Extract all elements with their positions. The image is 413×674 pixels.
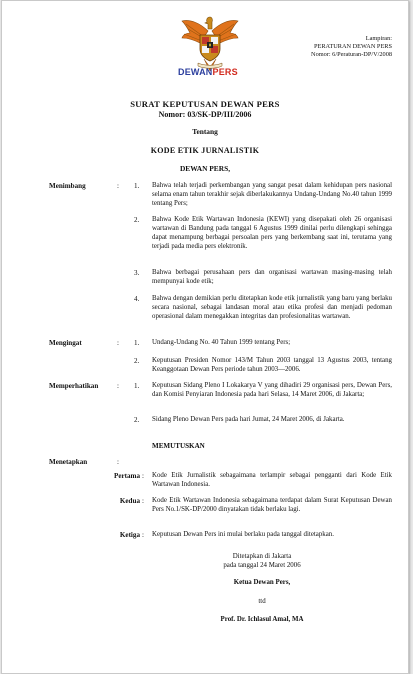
document-page (1, 0, 409, 674)
mengingat-label: Mengingat (49, 339, 82, 347)
document-subject: KODE ETIK JURNALISTIK (150, 146, 260, 155)
document-title: SURAT KEPUTUSAN DEWAN PERS (130, 99, 280, 109)
memperhatikan-item-text: Sidang Pleno Dewan Pers pada hari Jumat, 24 Maret 2006, di Jakarta. (152, 416, 345, 423)
memperhatikan-item-number: 1. (134, 382, 140, 390)
lampiran-line: Lampiran: (365, 35, 392, 42)
mengingat-item-text: Undang-Undang No. 40 Tahun 1999 tentang Pers; (152, 339, 291, 346)
menimbang-item-text: Bahwa dengan demikian perlu ditetapkan kode etik jurnalistik yang baru yang berlaku secara nasional, sebagai landasan moral atau etika profesi dan menjadi pedoman operasional dalam menegakkan integritas dan profesionalitas wartawan. (152, 295, 392, 320)
brand-logo-text: DEWANPERS (178, 67, 238, 77)
memperhatikan-item-text: Keputusan Sidang Pleno I Lokakarya V yang dihadiri 29 organisasi pers, Dewan Pers, dan Komisi Penyiaran Indonesia pada hari Selasa, 14 Maret 2006, di Jakarta; (152, 382, 392, 398)
menimbang-colon: : (117, 182, 119, 190)
menimbang-item-number: 1. (134, 182, 140, 190)
lampiran-line: Nomor: 6/Peraturan-DP/V/2008 (311, 51, 392, 58)
mengingat-colon: : (117, 339, 119, 347)
menimbang-item-text: Bahwa berbagai perusahaan pers dan organisasi wartawan masing-masing telah mempunyai kode etik; (152, 269, 392, 285)
menimbang-item-text: Bahwa Kode Etik Wartawan Indonesia (KEWI) yang disepakati oleh 26 organisasi wartawan di Bandung pada tanggal 6 Agustus 1999 dinilai perlu dilengkapi sehingga dapat menampung berbagai persoalan pers yang berkembang saat ini, terutama yang terjadi pada media pers elektronik. (152, 216, 392, 250)
document-number: Nomor: 03/SK-DP/III/2006 (158, 110, 252, 119)
decision-colon: : (142, 472, 144, 480)
menimbang-item-text: Bahwa telah terjadi perkembangan yang sangat pesat dalam kehidupan pers nasional selama enam tahun terakhir sejak diberlakukannya Undang-Undang No.40 tahun 1999 tentang Pers; (152, 182, 392, 207)
menimbang-item-number: 2. (134, 216, 140, 224)
menetapkan-label: Menetapkan (49, 458, 88, 466)
decision-label: Ketiga (119, 531, 140, 539)
memperhatikan-item-number: 2. (134, 416, 140, 424)
menetapkan-colon: : (117, 458, 119, 466)
decision-colon: : (142, 531, 144, 539)
decision-text: Kode Etik Jurnalistik sebagaimana terlampir sebagai pengganti dari Kode Etik Wartawan Indonesia. (152, 472, 392, 488)
menimbang-item-number: 3. (134, 269, 140, 277)
issuer-heading: DEWAN PERS, (179, 164, 231, 173)
decision-label: Pertama (114, 472, 140, 480)
mengingat-item-text: Keputusan Presiden Nomor 143/M Tahun 2003 tanggal 13 Agustus 2003, tentang Keanggotaan Dewan Pers periode tahun 2003—2006. (152, 357, 392, 373)
menimbang-item-number: 4. (134, 295, 140, 303)
signature-ttd: ttd (258, 598, 266, 605)
tentang-label: Tentang (192, 127, 218, 136)
signature-date: pada tanggal 24 Maret 2006 (223, 562, 301, 569)
signature-role: Ketua Dewan Pers, (233, 579, 291, 586)
decision-text: Keputusan Dewan Pers ini mulai berlaku pada tanggal ditetapkan. (152, 531, 334, 538)
memperhatikan-colon: : (117, 382, 119, 390)
decision-colon: : (142, 497, 144, 505)
memperhatikan-label: Memperhatikan (49, 382, 99, 390)
signature-place: Ditetapkan di Jakarta (232, 553, 292, 560)
menimbang-label: Menimbang (49, 182, 86, 190)
mengingat-item-number: 2. (134, 357, 140, 365)
garuda-emblem-icon (178, 13, 242, 75)
signatory-name: Prof. Dr. Ichlasul Amal, MA (220, 616, 304, 623)
memutuskan-heading: MEMUTUSKAN (152, 442, 205, 450)
decision-text: Kode Etik Wartawan Indonesia sebagaimana terdapat dalam Surat Keputusan Dewan Pers No.1/SK-DP/2000 dinyatakan tidak berlaku lagi. (152, 497, 392, 513)
lampiran-block (262, 35, 392, 59)
lampiran-line: PERATURAN DEWAN PERS (313, 43, 392, 50)
mengingat-item-number: 1. (134, 339, 140, 347)
decision-label: Kedua (119, 497, 140, 505)
